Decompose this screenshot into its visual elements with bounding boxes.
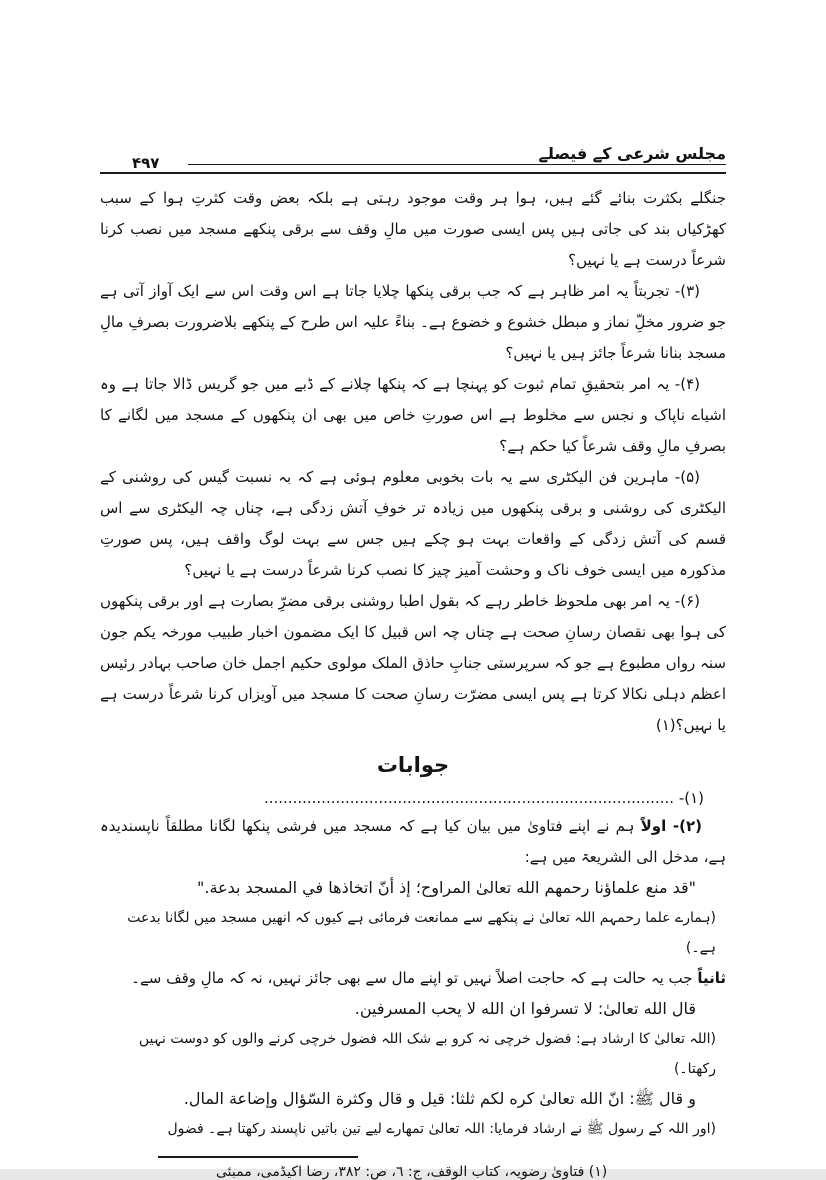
footnote-citation: (۱) فتاویٰ رضویہ، کتاب الوقف، ج: ٦، ص: ٣٨٢، رضا اکیڈمی، ممبئی [216, 1164, 608, 1180]
arabic-quote-3: و قال ﷺ: انّ الله تعالىٰ كره لكم ثلثا: قيل و قال وكثرة السّؤال وإضاعة المال. [183, 1089, 696, 1108]
page-number: ۴۹۷ [132, 154, 160, 172]
footnote-section [100, 1156, 726, 1180]
question-paragraph-4: (۴)- یہ امر بتحقیقِ تمام ثبوت کو پہنچا ہے کہ پنکھا چلانے کے ڈبے میں جو گریس ڈالا جاتا ہے وہ اشیاے ناپاک و نجس سے مخلوط ہے اس صورتِ خاص میں بھی ان پنکھوں کے مسجد میں لگانے کا بصرفِ مالِ وقف شرعاً کیا حکم ہے؟ [100, 375, 726, 455]
answer-1-redacted-line [100, 785, 726, 811]
quote-2-translation: (اللہ تعالیٰ کا ارشاد ہے: فضول خرچی نہ کرو بے شک اللہ فضول خرچی کرنے والوں کو دوست نہیں رکھتا۔) [138, 1031, 716, 1077]
header-thin-rule [188, 164, 726, 165]
book-title: مجلس شرعی کے فیصلے [538, 144, 726, 163]
arabic-quote-1: "قد منع علماؤنا رحمهم الله تعالىٰ المراوح؛ إذ أنّ اتخاذها في المسجد بدعة." [197, 878, 696, 897]
footnote-separator-rule [158, 1156, 358, 1158]
questions-section [100, 183, 726, 741]
answer-2-paragraph [100, 811, 726, 873]
page-header [100, 136, 726, 174]
quote-1-translation: (ہمارے علما رحمہم اللہ تعالیٰ نے پنکھے سے ممانعت فرمائی ہے کیوں کہ انھیں مسجد میں لگانا بدعت ہے۔) [127, 910, 716, 956]
answer-1-marker: (۱)- [678, 789, 704, 807]
answers-section [100, 785, 726, 1144]
answer-2-lead: (۲)- اولاً [640, 817, 702, 835]
page-content [100, 136, 726, 1180]
question-paragraph-5: (۵)- ماہرین فن الیکٹری سے یہ بات بخوبی معلوم ہوئی ہے کہ بہ نسبت گیس کی روشنی کے الیکٹری کی روشنی و برقی پنکھوں میں زیادہ تر خوفِ آتش زدگی ہے، چناں چہ الیکٹری سے اس قسم کی آتش زدگی کے واقعات بہت ہو چکے ہیں جس سے بہت لوگ واقف ہیں، پس صورتِ مذکورہ میں ایسی خوف ناک و وحشت آمیز چیز کا نصب کرنا شرعاً درست ہے یا نہیں؟ [100, 468, 726, 579]
question-continuation-paragraph: جنگلے بکثرت بنائے گئے ہیں، ہوا ہر وقت موجود رہتی ہے بلکہ بعض وقت کثرتِ ہوا کے سبب کھڑکیاں بند کی جاتی ہیں پس ایسی صورت میں مالِ وقف سے برقی پنکھے مسجد میں نصب کرنا شرعاً درست ہے یا نہیں؟ [100, 189, 726, 269]
quote-3-translation: (اور اللہ کے رسول ﷺ نے ارشاد فرمایا: اللہ تعالیٰ تمھارے لیے تین باتیں ناپسند رکھتا ہے۔ فضول [167, 1121, 716, 1137]
answers-heading: جوابات [376, 753, 450, 777]
answer-3-lead: ثانیاً [697, 969, 726, 987]
header-thick-rule [100, 172, 726, 174]
answer-3-paragraph [100, 963, 726, 994]
answer-1-dots: ...................................................................................... [263, 789, 675, 807]
answer-2-text: ہم نے اپنے فتاویٰ میں بیان کیا ہے کہ مسجد میں فرشی پنکھا لگانا مطلقاً ناپسندیدہ ہے، مدخل الی الشریعۃ میں ہے: [100, 817, 726, 866]
question-paragraph-6: (۶)- یہ امر بھی ملحوظ خاطر رہے کہ بقول اطبا روشنی برقی مضرِّ بصارت ہے اور برقی پنکھوں کی ہوا بھی نقصان رسانِ صحت ہے چناں چہ اس قبیل کا ایک مضمون اخبار طبیب مورخہ یکم جون سنہ رواں مطبوع ہے جو کہ سرپرستی جنابِ حاذق الملک مولوی حکیم اجمل خان صاحب بہادر رئیس اعظم دہلی نکالا کرتا ہے پس ایسی مضرّت رسانِ صحت کا مسجد میں آویزاں کرنا شرعاً درست ہے یا نہیں؟(۱) [100, 592, 726, 734]
arabic-quote-2: قال الله تعالىٰ: لا تسرفوا ان الله لا يحب المسرفين. [354, 999, 696, 1018]
question-paragraph-3: (۳)- تجربتاً یہ امر ظاہر ہے کہ جب برقی پنکھا چلایا جاتا ہے اس وقت اس سے ایک آواز آتی ہے جو ضرور مخلِّ نماز و مبطل خشوع و خضوع ہے۔ بناءً علیہ اس طرح کے پنکھے بلاضرورت بصرفِ مالِ مسجد بنانا شرعاً جائز ہیں یا نہیں؟ [100, 282, 726, 362]
answer-3-text: جب یہ حالت ہے کہ حاجت اصلاً نہیں تو اپنے مال سے بھی جائز نہیں، نہ کہ مالِ وقف سے۔ [131, 969, 693, 987]
